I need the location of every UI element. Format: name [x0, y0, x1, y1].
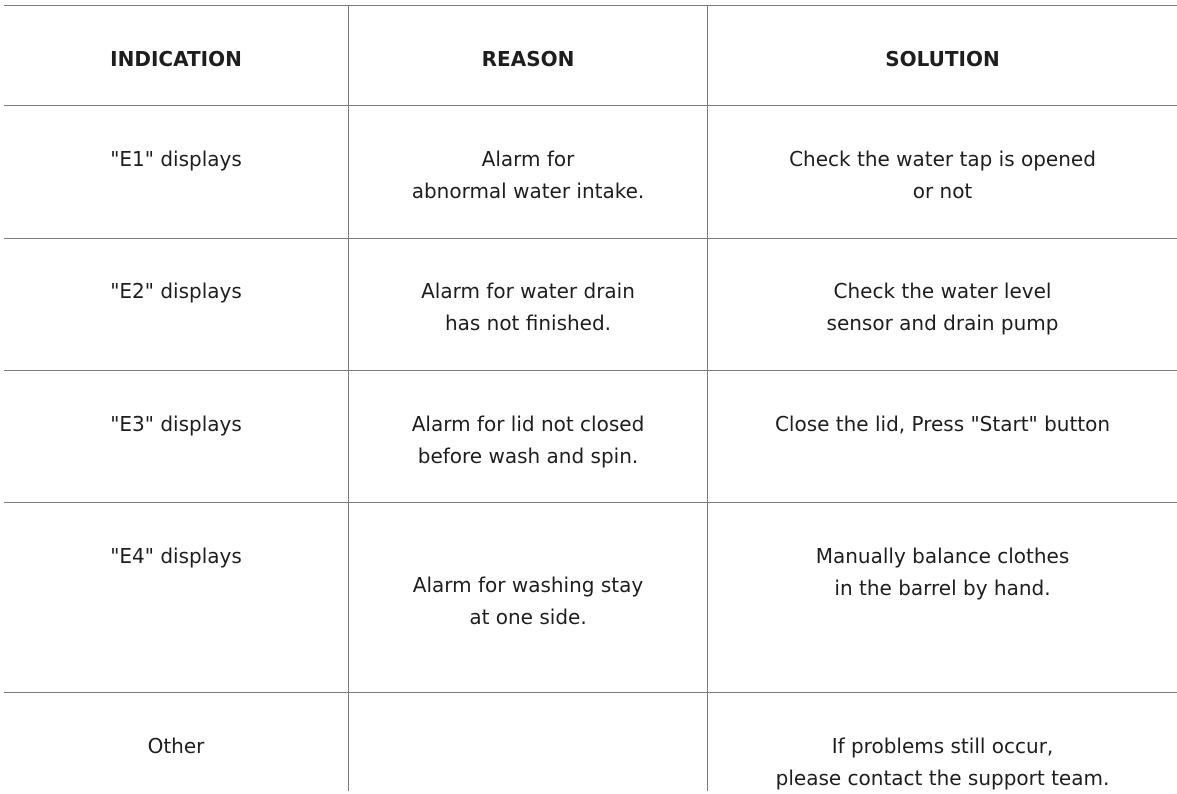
table-column-divider: [348, 5, 349, 791]
cell-text-line: If problems still occur,: [831, 734, 1054, 758]
table-row-divider: [4, 238, 1177, 239]
cell-text-line: Alarm for water drain: [421, 279, 635, 303]
cell-text-line: Alarm for lid not closed: [411, 412, 645, 436]
table-cell-solution: [708, 143, 1177, 207]
table-cell-indication: "E4" displays: [110, 544, 242, 568]
table-cell-solution: [708, 408, 1177, 440]
table-cell-indication: Other: [147, 734, 205, 758]
cell-text-line: or not: [912, 179, 973, 203]
table-cell-solution: [708, 540, 1177, 604]
header-indication: INDICATION: [110, 47, 242, 71]
table-row-divider: [4, 502, 1177, 503]
cell-text-line: Check the water tap is opened: [789, 147, 1096, 171]
table-row-divider: [4, 692, 1177, 693]
cell-text-line: has not finished.: [444, 311, 612, 335]
table-cell-reason: [349, 275, 707, 339]
cell-text-line: sensor and drain pump: [826, 311, 1059, 335]
table-cell-solution: [708, 730, 1177, 794]
cell-text-line: Check the water level: [833, 279, 1052, 303]
cell-text-line: in the barrel by hand.: [834, 576, 1051, 600]
header-solution: SOLUTION: [885, 47, 1000, 71]
table-border-top: [4, 5, 1177, 6]
table-cell-reason: [349, 408, 707, 472]
cell-text-line: Alarm for washing stay: [412, 573, 644, 597]
table-cell-indication: "E2" displays: [110, 279, 242, 303]
cell-text-line: please contact the support team.: [775, 766, 1110, 790]
cell-text-line: Close the lid, Press "Start" button: [774, 412, 1111, 436]
table-cell-reason: [349, 143, 707, 207]
cell-text-line: Alarm for: [481, 147, 575, 171]
table-cell-solution: [708, 275, 1177, 339]
table-cell-indication: "E1" displays: [110, 147, 242, 171]
table-row-divider: [4, 370, 1177, 371]
cell-text-line: at one side.: [469, 605, 587, 629]
table-column-divider: [707, 5, 708, 791]
cell-text-line: abnormal water intake.: [411, 179, 645, 203]
table-cell-reason: [349, 569, 707, 633]
cell-text-line: Manually balance clothes: [815, 544, 1070, 568]
table-row-divider: [4, 105, 1177, 106]
table-cell-indication: "E3" displays: [110, 412, 242, 436]
header-reason: REASON: [481, 47, 575, 71]
cell-text-line: before wash and spin.: [417, 444, 639, 468]
